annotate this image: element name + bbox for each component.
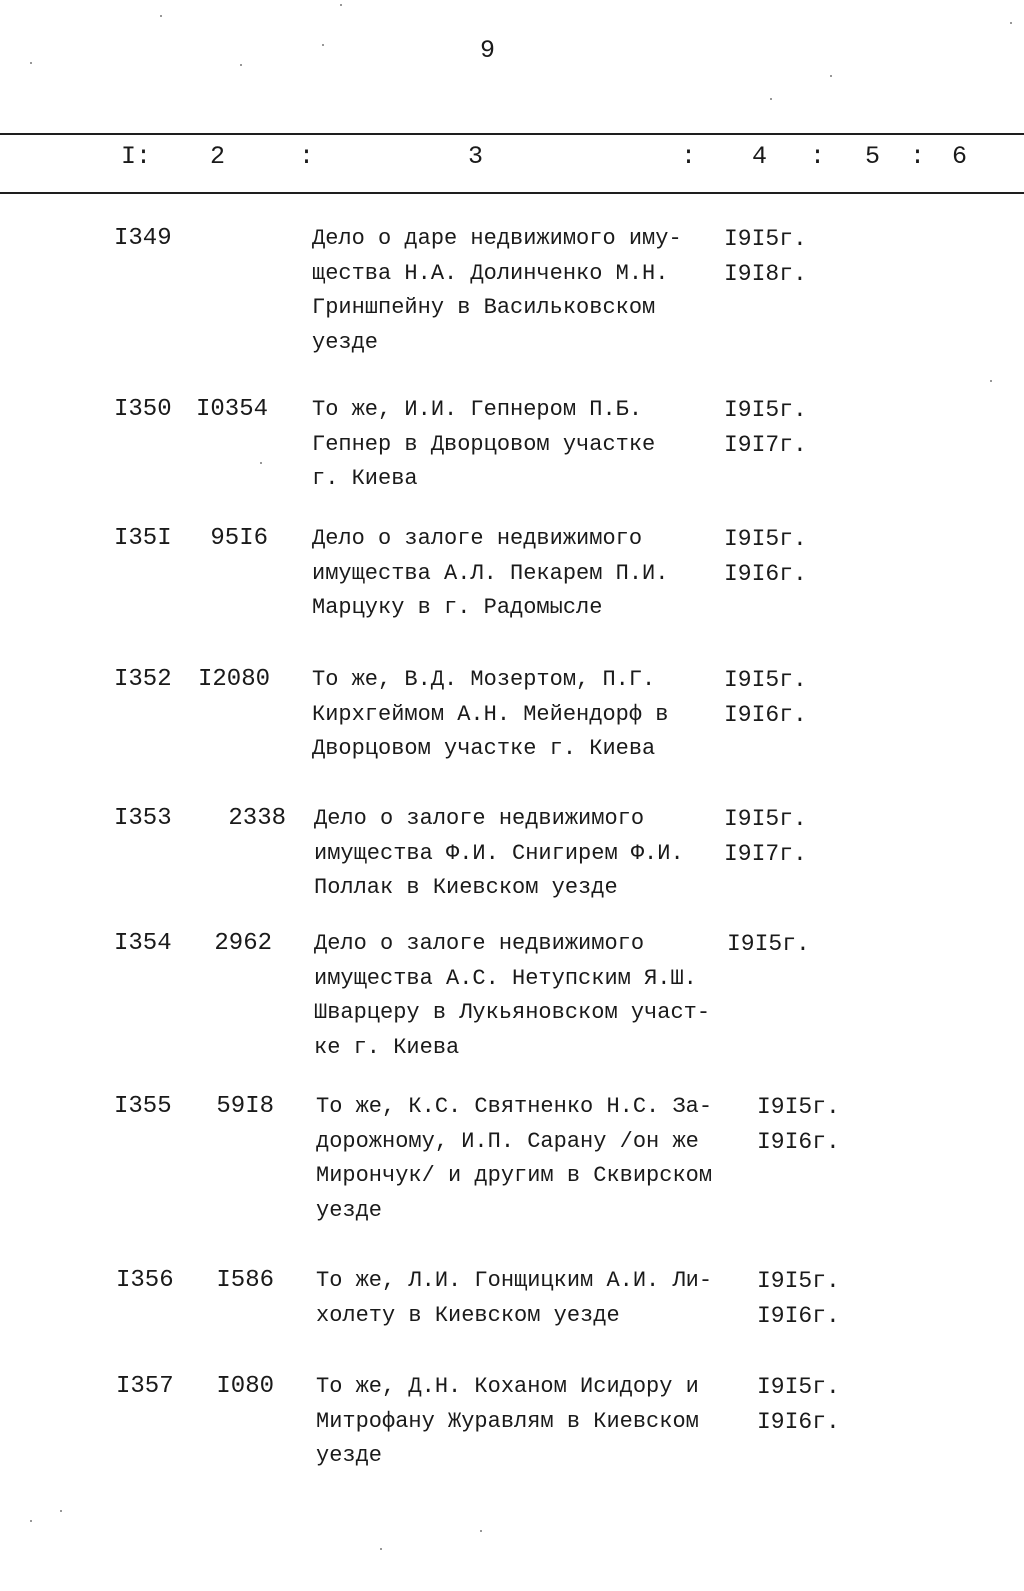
description-line: Мирончук/ и другим в Сквирском [316, 1163, 713, 1188]
description-line: Шварцеру в Лукьяновском участ- [314, 1000, 711, 1025]
old-number: 95I6 [210, 525, 268, 552]
old-number: 2338 [228, 805, 286, 832]
description-line: Гепнер в Дворцовом участке [312, 431, 656, 457]
old-number: I080 [216, 1373, 274, 1400]
entry-number: I35I [114, 525, 172, 552]
scan-speck [380, 1548, 382, 1550]
entry-dates [724, 222, 807, 291]
date-start: I9I5г. [724, 806, 807, 832]
description-line: То же, Л.И. Гонщицким А.И. Ли- [316, 1268, 713, 1293]
description-line: То же, В.Д. Мозертом, П.Г. [312, 667, 656, 692]
entry-dates [727, 927, 810, 962]
scan-speck [480, 1530, 482, 1532]
description-line: То же, К.С. Святненко Н.С. За- [316, 1094, 713, 1119]
scan-speck [770, 98, 772, 100]
entry-number: I349 [114, 225, 172, 252]
description-line: уезде [316, 1443, 383, 1468]
description-line: Дело о залоге недвижимого [314, 806, 645, 831]
header-separator: : [681, 142, 697, 171]
scan-speck [1010, 22, 1012, 24]
entry-description [312, 522, 732, 626]
old-number: 2962 [214, 930, 272, 957]
description-line: Марцуку в г. Радомысле [312, 595, 603, 620]
description-line: уезде [316, 1197, 383, 1223]
date-start: I9I5г. [724, 226, 807, 252]
scan-speck [160, 15, 162, 17]
page-number: 9 [480, 36, 496, 65]
entry-number: I355 [114, 1093, 172, 1120]
description-line: Дело о залоге недвижимого [314, 931, 645, 956]
date-start: I9I5г. [724, 397, 807, 423]
description-line: имущества Ф.И. Снигирем Ф.И. [314, 840, 684, 866]
description-line: То же, И.И. Гепнером П.Б. [312, 397, 643, 422]
entry-number: I350 [114, 396, 172, 423]
entry-dates [724, 663, 807, 732]
old-number: I586 [216, 1267, 274, 1294]
header-col-2: 2 [210, 142, 226, 171]
old-number: I2080 [197, 666, 270, 693]
date-end: I9I6г. [724, 701, 807, 728]
description-line: имущества А.Л. Пекарем П.И. [312, 560, 669, 586]
entry-description [316, 1090, 736, 1228]
entry-number: I354 [114, 930, 172, 957]
scan-speck [30, 1520, 32, 1522]
date-start: I9I5г. [724, 526, 807, 552]
entry-dates [724, 802, 807, 871]
date-start: I9I5г. [727, 931, 810, 957]
header-separator: : [910, 142, 926, 171]
description-line: уезде [312, 329, 379, 355]
scan-speck [60, 1510, 62, 1512]
header-rule-top [0, 133, 1024, 135]
description-line: Кирхгеймом А.Н. Мейендорф в [312, 701, 669, 727]
header-col-3: 3 [468, 142, 484, 171]
header-rule-bottom [0, 192, 1024, 194]
entry-number: I352 [114, 666, 172, 693]
entry-dates [724, 393, 807, 462]
header-col-6: 6 [952, 142, 968, 171]
date-end: I9I7г. [724, 431, 807, 458]
header-separator: : [810, 142, 826, 171]
description-line: холету в Киевском уезде [316, 1302, 620, 1328]
date-start: I9I5г. [757, 1268, 840, 1294]
scan-speck [830, 75, 832, 77]
header-separator: : [299, 142, 315, 171]
scan-speck [340, 4, 342, 6]
description-line: Дворцовом участке г. Киева [312, 736, 656, 761]
entry-description [314, 927, 734, 1065]
entry-dates [757, 1370, 840, 1439]
date-start: I9I5г. [724, 667, 807, 693]
header-col-5: 5 [865, 142, 881, 171]
header-col-4: 4 [752, 142, 768, 171]
description-line: г. Киева [312, 466, 418, 491]
date-end: I9I6г. [724, 560, 807, 587]
entry-description [316, 1264, 736, 1333]
date-start: I9I5г. [757, 1094, 840, 1120]
date-start: I9I5г. [757, 1374, 840, 1400]
old-number: 59I8 [216, 1093, 274, 1120]
description-line: Митрофану Журавлям в Киевском [316, 1408, 699, 1434]
date-end: I9I6г. [757, 1128, 840, 1155]
entry-dates [757, 1264, 840, 1333]
description-line: ке г. Киева [314, 1034, 460, 1060]
description-line: Дело о даре недвижимого иму- [312, 226, 682, 251]
description-line: То же, Д.Н. Кохaном Исидору и [316, 1374, 699, 1399]
scan-speck [30, 62, 32, 64]
date-end: I9I6г. [757, 1302, 840, 1329]
header-col-1: I: [121, 142, 152, 171]
entry-number: I353 [114, 805, 172, 832]
entry-number: I356 [116, 1267, 174, 1294]
entry-dates [724, 522, 807, 591]
entry-description [312, 393, 732, 497]
entry-description [316, 1370, 736, 1474]
entry-description [312, 663, 732, 767]
scan-speck [240, 64, 242, 66]
description-line: Гриншпейну в Васильковском [312, 295, 656, 320]
description-line: дорожному, И.П. Сарану /он же [316, 1128, 699, 1154]
date-end: I9I8г. [724, 260, 807, 287]
description-line: Поллак в Киевском уезде [314, 875, 618, 900]
entry-dates [757, 1090, 840, 1159]
entry-number: I357 [116, 1373, 174, 1400]
description-line: щества Н.А. Долинченко М.Н. [312, 260, 669, 286]
entry-description [314, 802, 734, 906]
scan-speck [990, 380, 992, 382]
scan-speck [322, 44, 324, 46]
entry-description [312, 222, 732, 360]
date-end: I9I7г. [724, 840, 807, 867]
scan-speck [260, 462, 262, 464]
old-number: I0354 [195, 396, 268, 423]
description-line: Дело о залоге недвижимого [312, 526, 643, 551]
description-line: имущества А.С. Нетупским Я.Ш. [314, 965, 697, 991]
date-end: I9I6г. [757, 1408, 840, 1435]
